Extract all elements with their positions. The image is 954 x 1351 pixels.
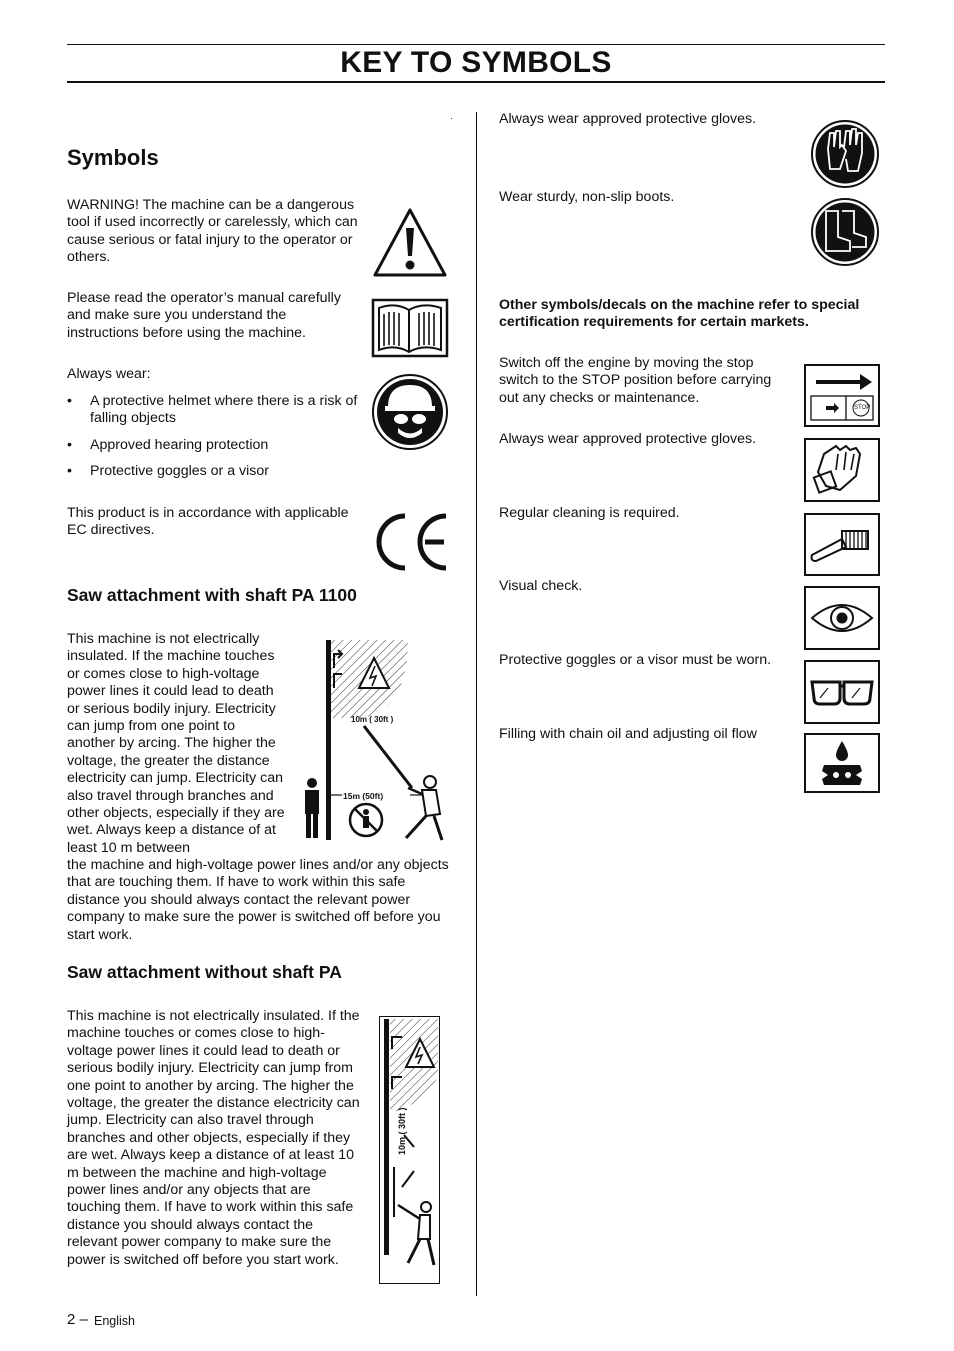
visual-check-text: Visual check. (499, 578, 583, 594)
saw-pa1100-heading: Saw attachment with shaft PA 1100 (67, 585, 357, 605)
cleaning-brush-icon (804, 513, 880, 576)
label-10m-vertical: 10m ( 30ft ) (397, 1107, 407, 1155)
wear-list (67, 393, 362, 490)
power-line-distance-illustration (294, 638, 456, 848)
warning-triangle-icon (372, 206, 448, 278)
saw-no-shaft-heading: Saw attachment without shaft PA (67, 962, 342, 982)
power-line-climber-illustration (379, 1016, 440, 1284)
other-symbols-note: Other symbols/decals on the machine refer to special certification requirements for certain markets. (499, 297, 860, 331)
stop-switch-icon (804, 364, 880, 427)
saw-no-shaft-text: This machine is not electrically insulated. If the machine touches or comes close to high-voltage power lines it could lead to death or serious bodily injury. Electricity can jump from one point to another by arcing. The higher the voltage, the greater the distance electricity can jump. Electricity can also travel through branches and other objects, especially if they are wet. Always keep a distance of at least 10 m between the machine and high-voltage power lines and/or any objects that are touching them. If have to work within this safe distance you should always contact the relevant power company to make sure the power is switched off before you start work. (67, 1008, 360, 1268)
boots-circle-icon (810, 197, 880, 267)
page-number: 2 – (67, 1311, 88, 1328)
header-top-rule (67, 44, 885, 45)
footer-language: English (94, 1314, 135, 1328)
label-10m: 10m ( 30ft ) (351, 715, 394, 724)
chain-oil-icon (804, 733, 880, 793)
eye-icon (804, 586, 880, 650)
ce-mark-icon (370, 510, 452, 574)
cleaning-text: Regular cleaning is required. (499, 505, 680, 521)
symbols-heading: Symbols (67, 145, 159, 170)
page-title: KEY TO SYMBOLS (340, 46, 612, 79)
label-15m: 15m (50ft) (343, 791, 384, 801)
goggles-text: Protective goggles or a visor must be worn. (499, 652, 772, 668)
manual-book-icon (371, 298, 449, 358)
helmet-visor-earmuffs-icon (370, 373, 450, 451)
stray-mark: · (450, 113, 453, 123)
stop-label: STOP (854, 405, 871, 411)
always-wear-label: Always wear: (67, 366, 151, 382)
boots-text: Wear sturdy, non-slip boots. (499, 189, 675, 205)
ec-text: This product is in accordance with applicable EC directives. (67, 505, 349, 539)
chain-oil-text: Filling with chain oil and adjusting oil flow (499, 726, 757, 742)
warning-text: WARNING! The machine can be a dangerous tool if used incorrectly or carelessly, which can cause serious or fatal injury to the operator or others. (67, 197, 358, 266)
saw-pa1100-text-part1: This machine is not electrically insulated. If the machine touches or comes close to high-voltage power lines it could lead to death or serious bodily injury. Electricity can jump from one point to another by arcing. The higher the voltage, the greater the distance electricity can jump. Electricity can also travel through branches and other objects, especially if they are wet. Always keep a distance of at least 10 m between (67, 631, 285, 856)
glove-icon (804, 438, 880, 502)
gloves2-text: Always wear approved protective gloves. (499, 431, 757, 447)
list-item: • Protective goggles or a visor (67, 463, 362, 480)
column-divider (476, 112, 477, 1296)
gloves-text: Always wear approved protective gloves. (499, 111, 757, 127)
list-item: • Approved hearing protection (67, 437, 362, 454)
saw-pa1100-text-part2: the machine and high-voltage power lines and/or any objects that are touching them. If have to work within this safe distance you should always contact the relevant power company to make sure the power is switched off before you start work. (67, 857, 449, 943)
stop-switch-text: Switch off the engine by moving the stop switch to the STOP position before carrying out any checks or maintenance. (499, 355, 772, 406)
read-manual-text: Please read the operator’s manual carefully and make sure you understand the instructions before using the machine. (67, 290, 341, 341)
list-item: • A protective helmet where there is a risk of falling objects (67, 393, 362, 428)
header-bottom-rule (67, 81, 885, 83)
goggles-icon (804, 660, 880, 724)
gloves-circle-icon (810, 119, 880, 189)
